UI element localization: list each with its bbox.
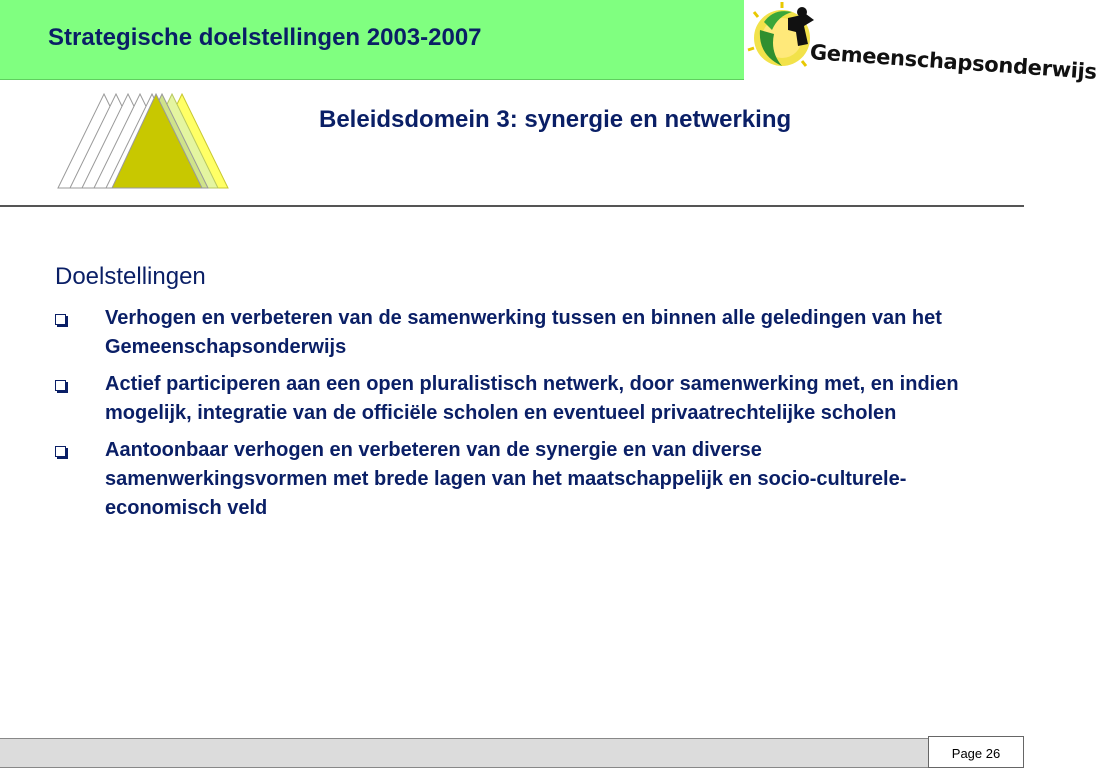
- footer-bar: [0, 738, 928, 768]
- header-band: [0, 0, 744, 80]
- page-number-box: [928, 736, 1024, 768]
- slide-title: Strategische doelstellingen 2003-2007: [48, 24, 482, 51]
- list-item: [55, 370, 985, 428]
- list-item-text: Aantoonbaar verhogen en verbeteren van de synergie en van diverse samenwerkingsvormen met brede lagen van het maatschappelijk en socio-culturele-economisch veld: [105, 439, 907, 519]
- list-item: [55, 304, 985, 362]
- hollow-square-bullet-icon: [55, 446, 66, 457]
- layered-triangles-icon: [54, 92, 232, 197]
- slide-subtitle: Beleidsdomein 3: synergie en netwerking: [319, 106, 792, 133]
- list-item-text: Actief participeren aan een open pluralistisch netwerk, door samenwerking met, en indien mogelijk, integratie van de officiële scholen en eventueel privaatrechtelijke scholen: [105, 373, 959, 424]
- logo-wordmark: Gemeenschapsonderwijs: [809, 40, 1098, 85]
- organization-logo: [744, 0, 1098, 85]
- objectives-list: [55, 304, 985, 531]
- list-item: [55, 436, 985, 523]
- page-number: Page 26: [951, 746, 1001, 761]
- hollow-square-bullet-icon: [55, 380, 66, 391]
- section-heading: Doelstellingen: [55, 263, 206, 290]
- hollow-square-bullet-icon: [55, 314, 66, 325]
- header-divider: [0, 205, 1024, 207]
- list-item-text: Verhogen en verbeteren van de samenwerking tussen en binnen alle geledingen van het Gemeenschapsonderwijs: [105, 307, 942, 358]
